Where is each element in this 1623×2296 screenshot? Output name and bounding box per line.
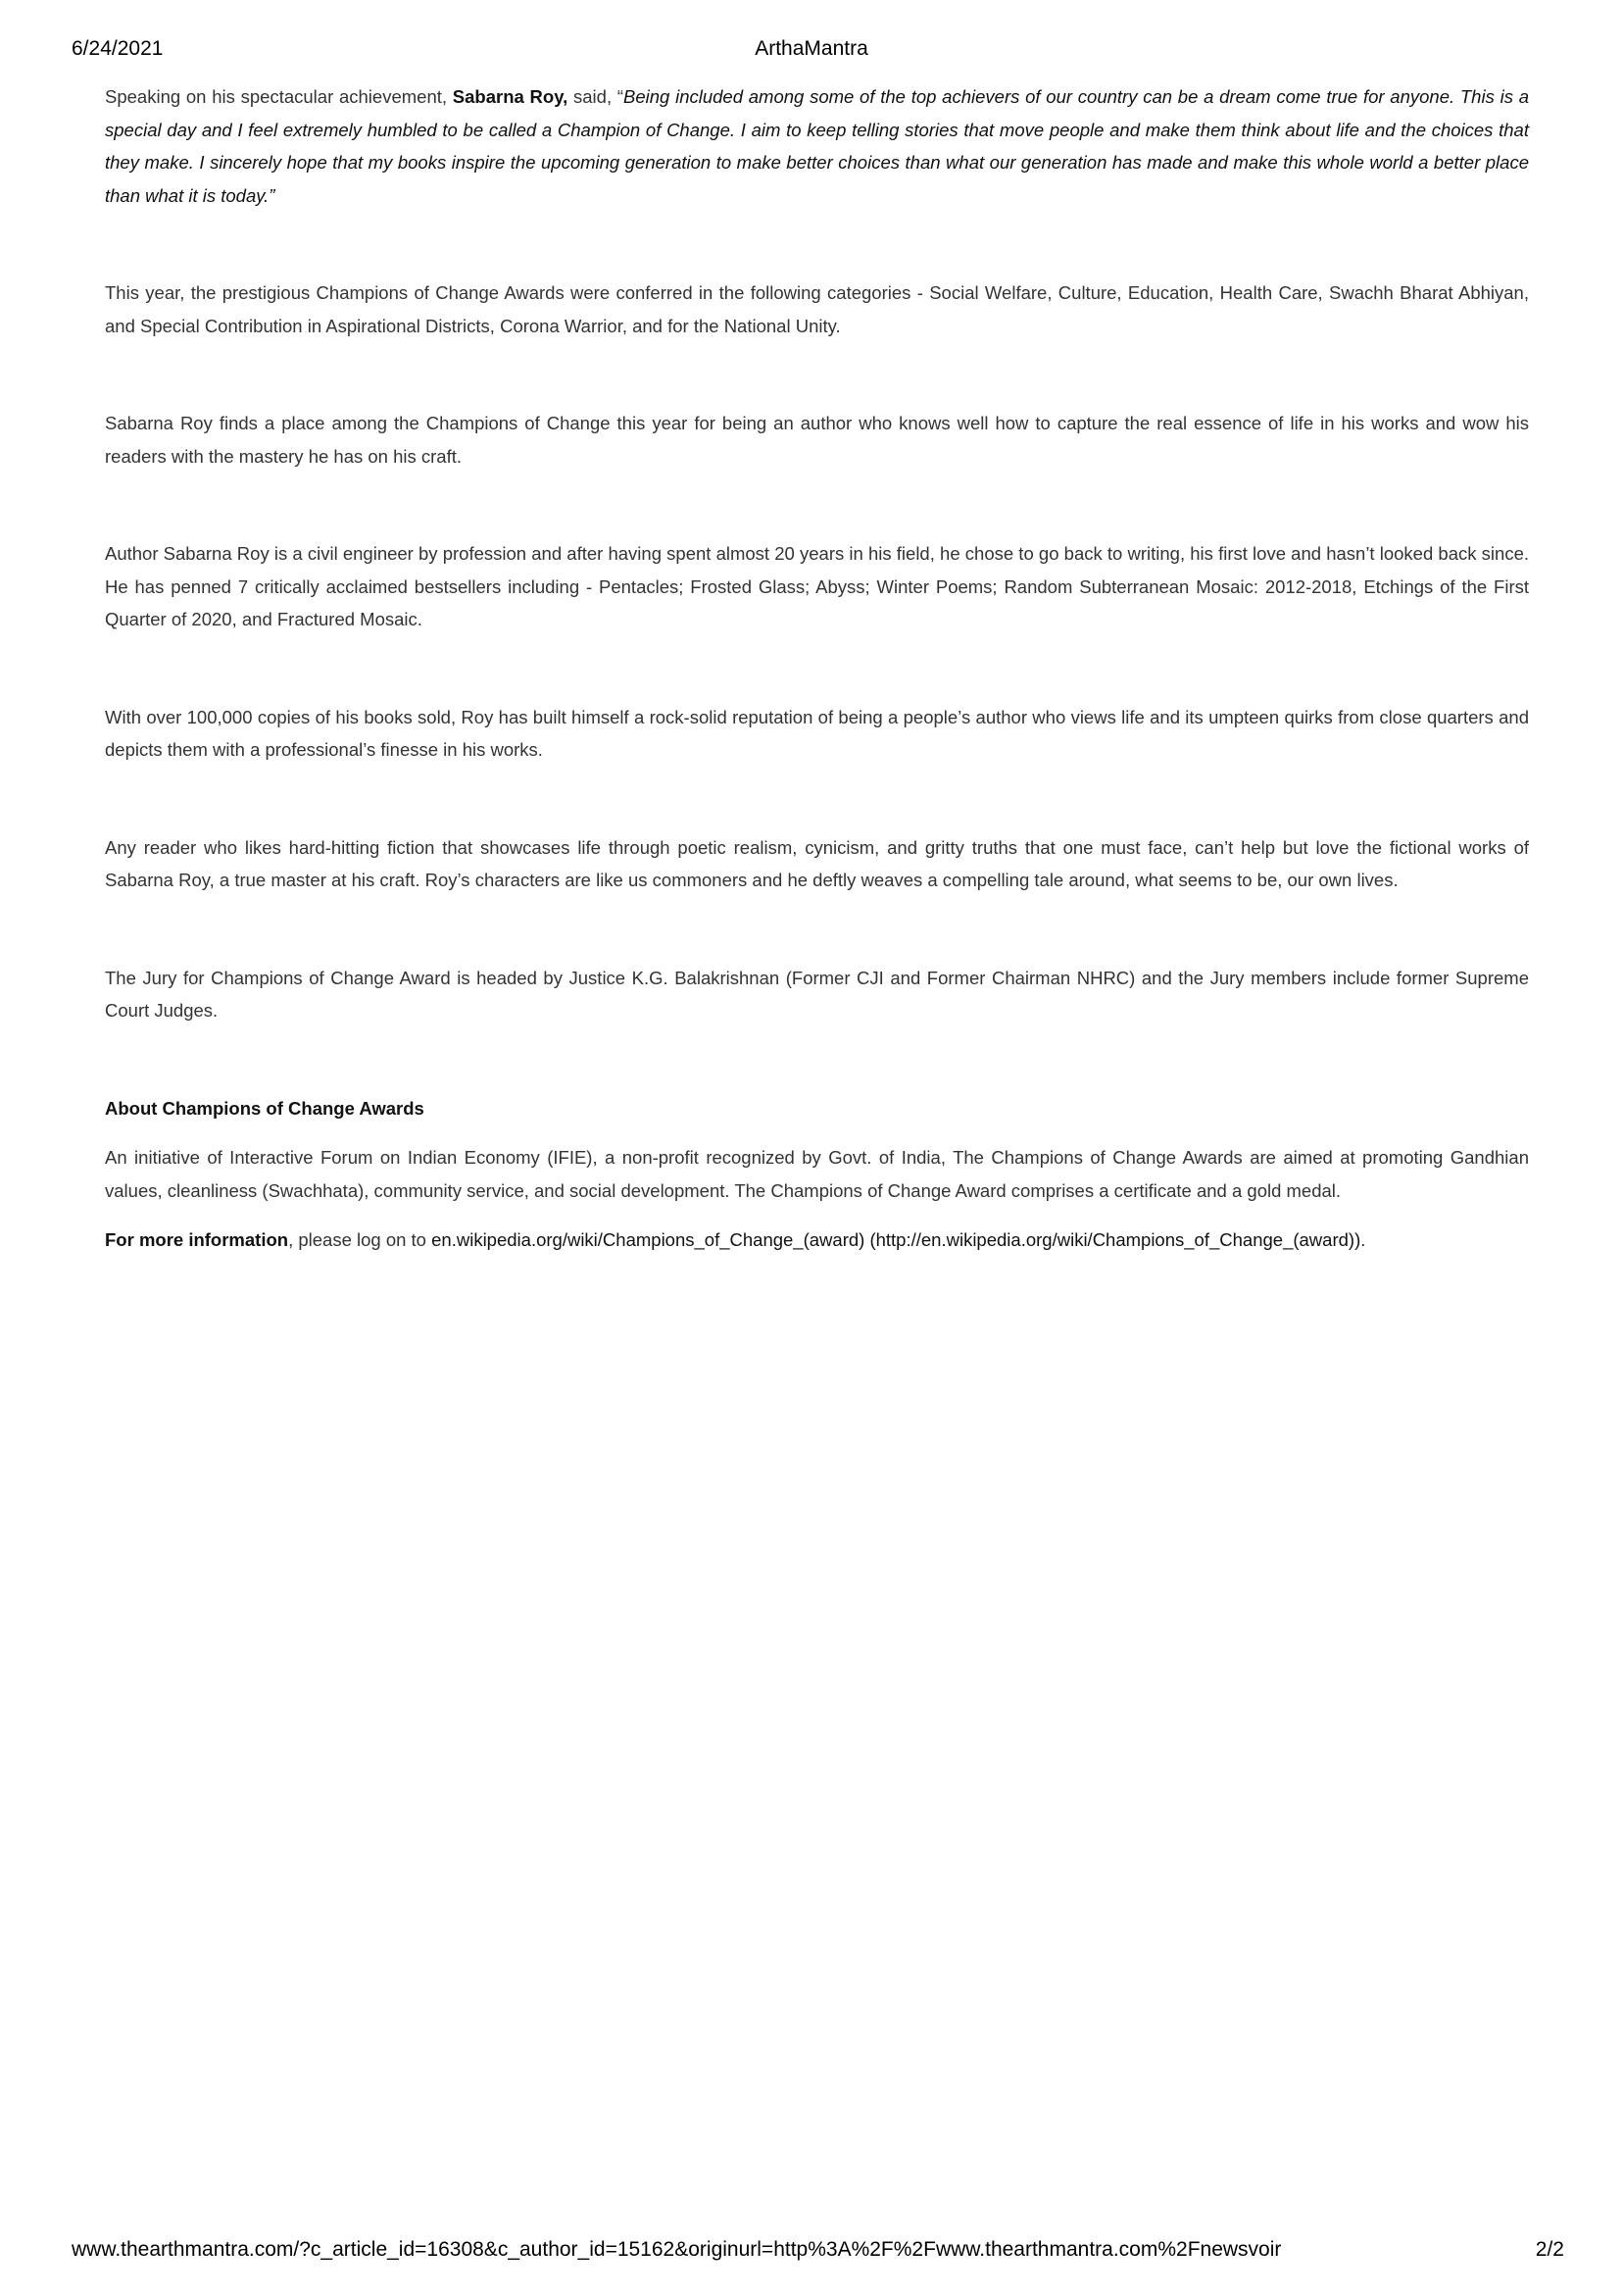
reader-paragraph: Any reader who likes hard-hitting fiction that showcases life through poetic realism, cynicism, and gritty truths that one must face, can’t help but love the fictional works of Sabarna Roy, a true master at his craft. Roy’s characters are like us commoners and he deftly weaves a compelling tale around, what seems to be, our own lives.: [105, 836, 1529, 890]
jury-paragraph: The Jury for Champions of Change Award is headed by Justice K.G. Balakrishnan (Former CJI and Former Chairman NHRC) and the Jury members include former Supreme Court Judges.: [105, 967, 1529, 1021]
about-paragraph: An initiative of Interactive Forum on Indian Economy (IFIE), a non-profit recognized by Govt. of India, The Champions of Change Awards are aimed at promoting Gandhian values, cleanliness (Swachhata), community service, and social development. The Champions of Change Award comprises a certificate and a gold medal.: [105, 1147, 1529, 1201]
more-info-end: .: [1360, 1229, 1366, 1250]
wikipedia-link[interactable]: en.wikipedia.org/wiki/Champions_of_Change_(award) (http://en.wikipedia.org/wiki/Champions_of_Change_(award)): [431, 1229, 1361, 1250]
more-info-text: , please log on to: [288, 1229, 432, 1250]
more-info-paragraph: [105, 1223, 1529, 1257]
print-header: [72, 37, 1551, 67]
page-url: www.thearthmantra.com/?c_article_id=16308&c_author_id=15162&originurl=http%3A%2F%2Fwww.thearthmantra.com%2Fnewsvoir: [72, 2238, 1282, 2261]
speaker-name: Sabarna Roy,: [452, 86, 568, 107]
categories-paragraph: This year, the prestigious Champions of Change Awards were conferred in the following categories - Social Welfare, Culture, Education, Health Care, Swachh Bharat Abhiyan, and Special Contribution in Aspirational Districts, Corona Warrior, and for the National Unity.: [105, 282, 1529, 336]
print-footer: [72, 2238, 1564, 2268]
quote-paragraph: [105, 80, 1529, 212]
sales-paragraph: With over 100,000 copies of his books sold, Roy has built himself a rock-solid reputation of being a people’s author who views life and its umpteen quirks from close quarters and depicts them with a professional’s finesse in his works.: [105, 706, 1529, 760]
recognition-paragraph: Sabarna Roy finds a place among the Champions of Change this year for being an author who knows well how to capture the real essence of life in his works and wow his readers with the mastery he has on his craft.: [105, 413, 1529, 467]
page-number: 2/2: [1535, 2238, 1564, 2261]
print-date: 6/24/2021: [72, 37, 164, 60]
speaker-quote: Being included among some of the top achievers of our country can be a dream come true for anyone. This is a special day and I feel extremely humbled to be called a Champion of Change. I aim to keep telling stories that move people and make them think about life and the choices that they make. I sincerely hope that my books inspire the upcoming generation to make better choices than what our generation has made and make this whole world a better place than what it is today.”: [105, 86, 1529, 206]
author-bio-paragraph: Author Sabarna Roy is a civil engineer by profession and after having spent almost 20 years in his field, he chose to go back to writing, his first love and hasn’t looked back since. He has penned 7 critically acclaimed bestsellers including - Pentacles; Frosted Glass; Abyss; Winter Poems; Random Subterranean Mosaic: 2012-2018, Etchings of the First Quarter of 2020, and Fractured Mosaic.: [105, 543, 1529, 629]
site-name: ArthaMantra: [755, 37, 868, 60]
about-heading: About Champions of Change Awards: [105, 1097, 424, 1119]
quote-said: said, “: [567, 86, 624, 107]
article-body: [105, 80, 1529, 1257]
quote-lead: Speaking on his spectacular achievement,: [105, 86, 453, 107]
more-info-label: For more information: [105, 1229, 289, 1250]
